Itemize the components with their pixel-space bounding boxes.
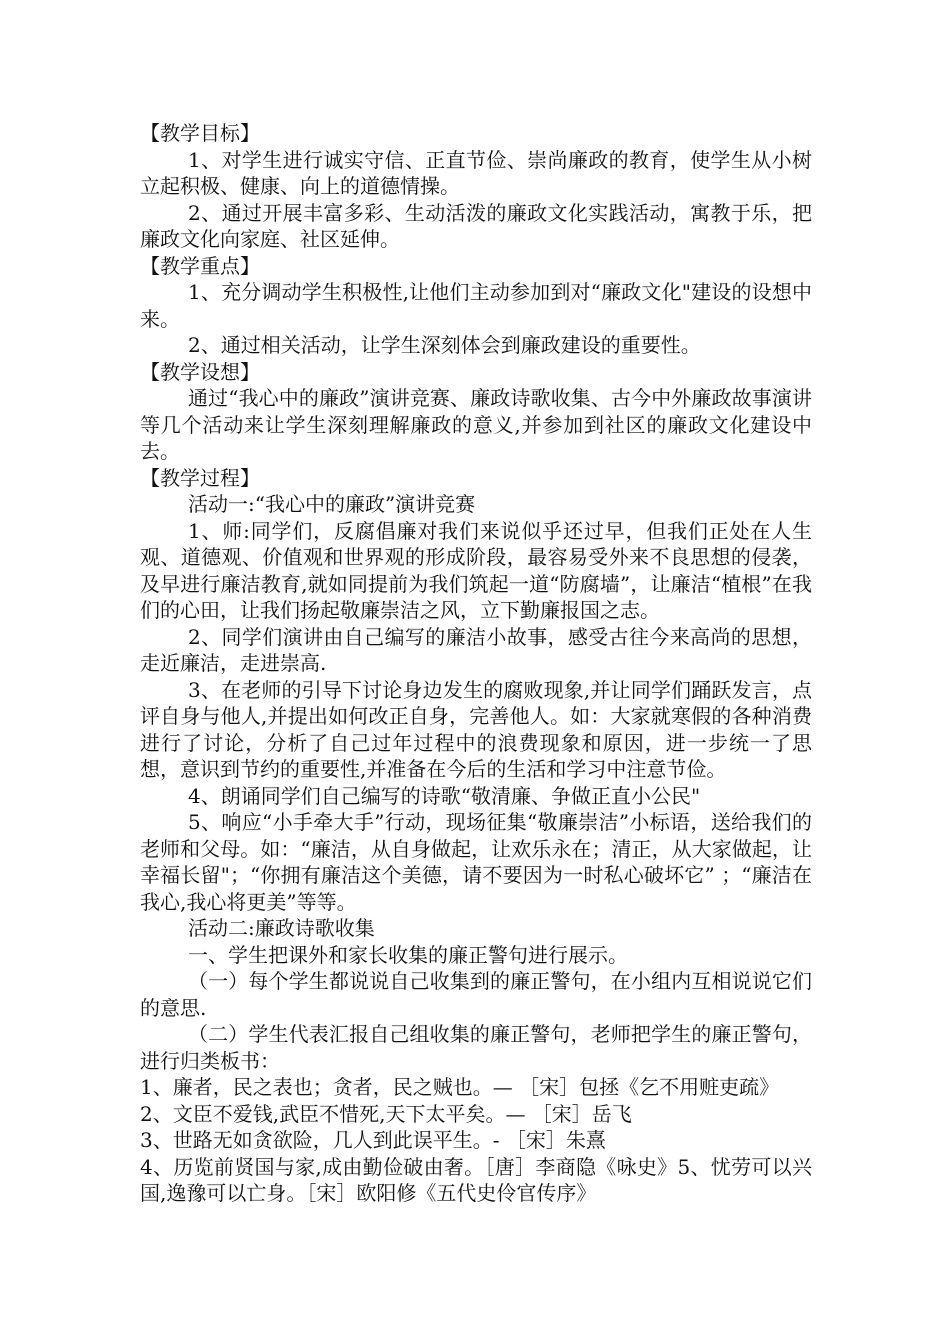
heading-teaching-process: 【教学过程】 (140, 465, 260, 490)
activity-1-item-4: 4、朗诵同学们自己编写的诗歌“敬清廉、争做正直小公民" (188, 783, 701, 808)
quote-item-3: 3、世路无如贪欲险，几人到此误平生。- ［宋］朱熹 (140, 1128, 606, 1152)
activity-2-step-1: 一、学生把课外和家长收集的廉正警句进行展示。 (188, 942, 628, 967)
document-body (140, 120, 812, 1207)
heading-teaching-design: 【教学设想】 (140, 359, 260, 384)
activity-2-title: 活动二:廉政诗歌收集 (188, 916, 375, 940)
activity-2-sub-2: （二）学生代表汇报自己组收集的廉正警句，老师把学生的廉正警句，进行归类板书： (140, 1022, 812, 1073)
activity-1-item-5: 5、响应“小手牵大手”行动，现场征集“敬廉崇洁”小标语，送给我们的老师和父母。如：“廉洁，从自身做起，让欢乐永在；清正，从大家做起，让幸福长留"；“你拥有廉洁这个美德，请不要因为一时私心破坏它” ；“廉洁在我心,我心将更美”等等。 (140, 810, 812, 914)
activity-1-item-2: 2、同学们演讲由自己编写的廉洁小故事，感受古往今来高尚的思想，走近廉洁，走进崇高. (140, 624, 812, 675)
goal-item-2: 2、通过开展丰富多彩、生动活泼的廉政文化实践活动，寓教于乐，把廉政文化向家庭、社区延伸。 (140, 200, 812, 251)
activity-1-item-3: 3、在老师的引导下讨论身边发生的腐败现象,并让同学们踊跃发言，点评自身与他人,并提出如何改正自身，完善他人。如：大家就寒假的各种消费进行了讨论，分析了自己过年过程中的浪费现象和原因，进一步统一了思想，意识到节约的重要性,并准备在今后的生活和学习中注意节俭。 (140, 677, 812, 781)
key-point-item-2: 2、通过相关活动，让学生深刻体会到廉政建设的重要性。 (188, 333, 701, 357)
quote-item-2: 2、文臣不爱钱,武臣不惜死,天下太平矣。— ［宋］岳飞 (140, 1101, 632, 1126)
activity-2-sub-1: （一）每个学生都说说自己收集到的廉正警句，在小组内互相说说它们的意思. (140, 969, 812, 1020)
quote-item-4: 4、历览前贤国与家,成由勤俭破由奢。［唐］李商隐《咏史》5、忧劳可以兴国,逸豫可以亡身。［宋］欧阳修《五代史伶官传序》 (140, 1154, 812, 1205)
key-point-item-1: 1、充分调动学生积极性,让他们主动参加到对“廉政文化"建设的设想中来。 (140, 280, 812, 331)
design-paragraph: 通过“我心中的廉政”演讲竞赛、廉政诗歌收集、古今中外廉政故事演讲等几个活动来让学生深刻理解廉政的意义,并参加到社区的廉政文化建设中去。 (140, 386, 812, 463)
activity-1-title: 活动一:“我心中的廉政”演讲竞赛 (188, 492, 476, 516)
heading-teaching-key-points: 【教学重点】 (140, 253, 260, 278)
quote-item-1: 1、廉者，民之表也；贪者，民之贼也。— ［宋］包拯《乞不用赃吏疏》 (140, 1075, 780, 1099)
heading-teaching-goals: 【教学目标】 (140, 121, 260, 145)
goal-item-1: 1、对学生进行诚实守信、正直节俭、崇尚廉政的教育，使学生从小树立起积极、健康、向上的道德情操。 (140, 147, 812, 198)
activity-1-item-1: 1、师:同学们，反腐倡廉对我们来说似乎还过早，但我们正处在人生观、道德观、价值观和世界观的形成阶段，最容易受外来不良思想的侵袭，及早进行廉洁教育,就如同提前为我们筑起一道“防腐墙”，让廉洁“植根”在我们的心田，让我们扬起敬廉崇洁之风，立下勤廉报国之志。 (140, 518, 812, 622)
